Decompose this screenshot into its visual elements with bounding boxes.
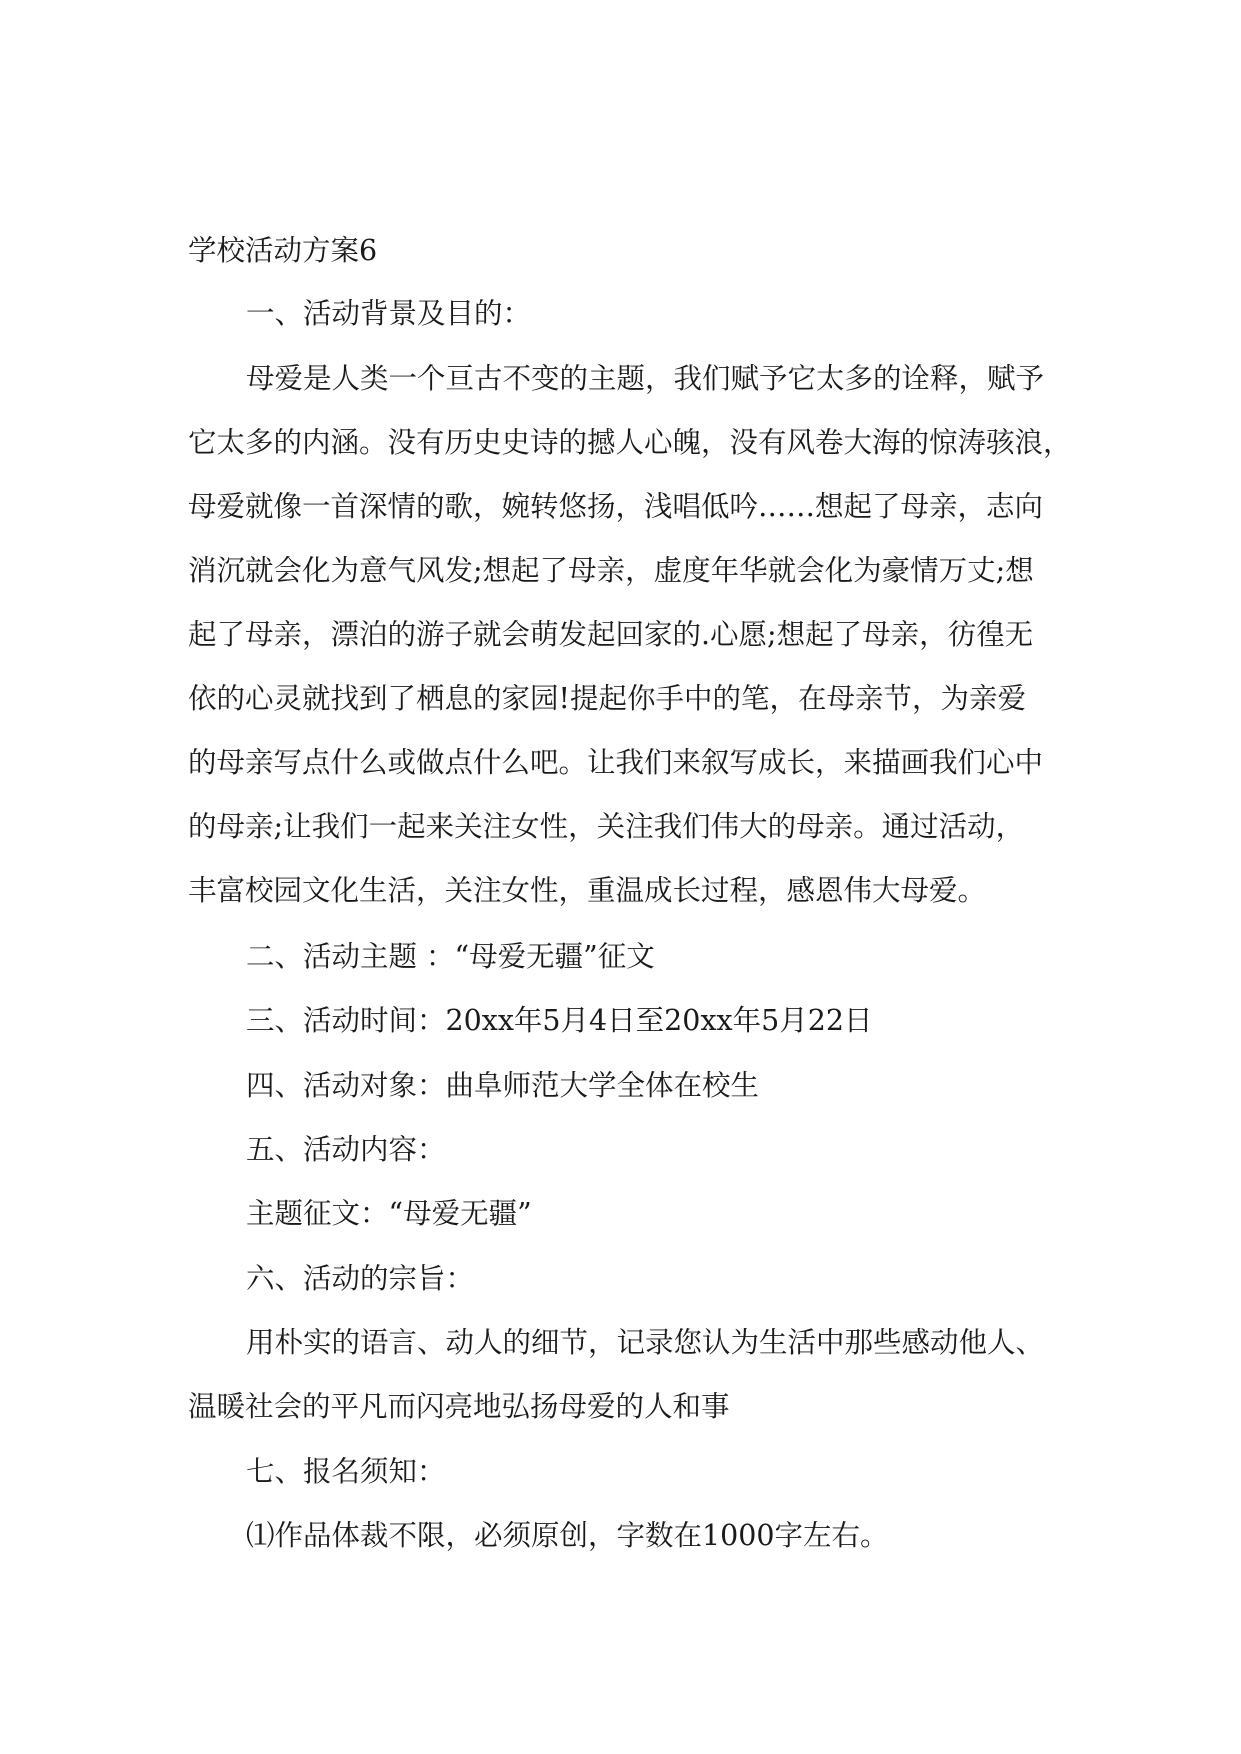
section-heading-content: 五、活动内容： bbox=[246, 1133, 446, 1166]
content-line: 主题征文：“母爱无疆” bbox=[246, 1197, 532, 1230]
section-heading-audience: 四、活动对象：曲阜师范大学全体在校生 bbox=[246, 1069, 760, 1102]
paragraph-line: 消沉就会化为意气风发;想起了母亲，虚度年华就会化为豪情万丈;想 bbox=[188, 554, 1034, 587]
paragraph-line: 母爱就像一首深情的歌，婉转悠扬，浅唱低吟……想起了母亲，志向 bbox=[188, 490, 1044, 523]
registration-item: ⑴作品体裁不限，必须原创，字数在1000字左右。 bbox=[246, 1519, 889, 1552]
paragraph-line: 依的心灵就找到了栖息的家园!提起你手中的笔，在母亲节，为亲爱 bbox=[188, 682, 1026, 715]
paragraph-line: 温暖社会的平凡而闪亮地弘扬母爱的人和事 bbox=[188, 1390, 730, 1423]
paragraph-line: 丰富校园文化生活，关注女性，重温成长过程，感恩伟大母爱。 bbox=[188, 874, 987, 907]
paragraph-line: 的母亲写点什么或做点什么吧。让我们来叙写成长，来描画我们心中 bbox=[188, 746, 1044, 779]
section-heading-registration: 七、报名须知： bbox=[246, 1455, 446, 1488]
paragraph-line: 母爱是人类一个亘古不变的主题，我们赋予它太多的诠释，赋予 bbox=[246, 362, 1045, 395]
section-heading-background: 一、活动背景及目的： bbox=[246, 297, 532, 330]
section-heading-time: 三、活动时间：20xx年5月4日至20xx年5月22日 bbox=[246, 1004, 873, 1037]
section-heading-purpose: 六、活动的宗旨： bbox=[246, 1262, 475, 1295]
paragraph-line: 的母亲;让我们一起来关注女性，关注我们伟大的母亲。通过活动， bbox=[188, 810, 1025, 843]
paragraph-line: 用朴实的语言、动人的细节，记录您认为生活中那些感动他人、 bbox=[246, 1326, 1045, 1359]
paragraph-line: 它太多的内涵。没有历史史诗的撼人心魄，没有风卷大海的惊涛骇浪， bbox=[188, 426, 1072, 459]
document-title: 学校活动方案6 bbox=[188, 234, 378, 267]
paragraph-line: 起了母亲，漂泊的游子就会萌发起回家的.心愿;想起了母亲，彷徨无 bbox=[188, 618, 1034, 651]
section-heading-theme: 二、活动主题 ：“母爱无疆”征文 bbox=[246, 940, 655, 973]
